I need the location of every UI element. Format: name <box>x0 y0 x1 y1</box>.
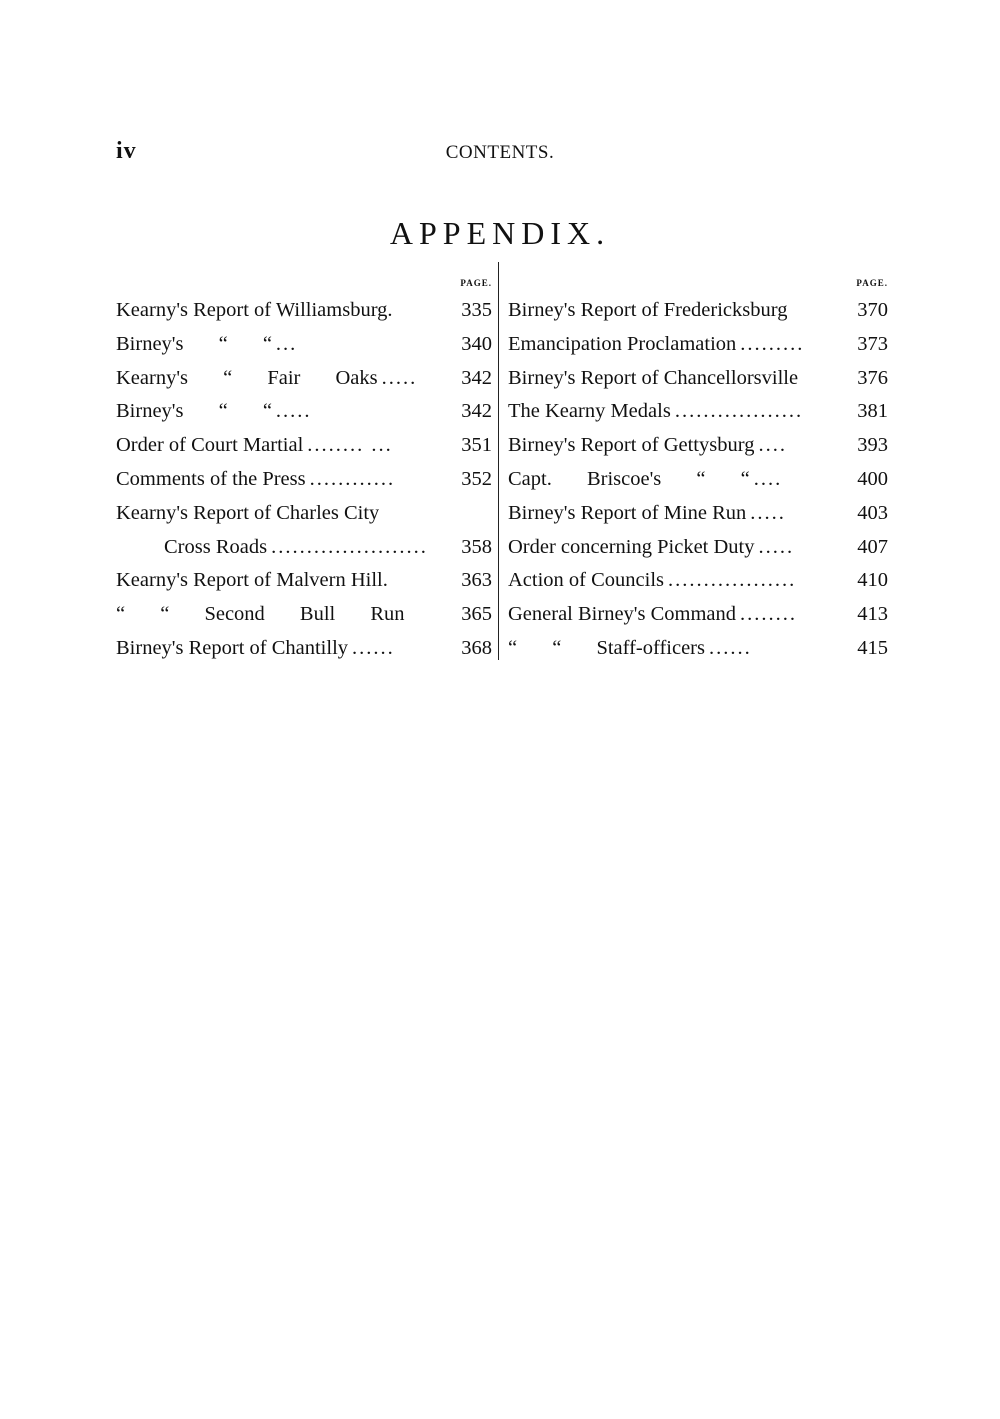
toc-entry-title: Birney's Report of Mine Run <box>508 501 747 524</box>
toc-entry-page: 342 <box>461 366 492 389</box>
toc-entry-title: Kearny's Report of Williamsburg. <box>116 299 393 321</box>
toc-entry-page: 400 <box>857 467 888 490</box>
toc-leader-dots: .... <box>753 467 783 490</box>
toc-entry-page: 340 <box>461 332 492 355</box>
page-column-heading: PAGE. <box>856 278 888 288</box>
toc-entry <box>508 497 888 531</box>
toc-entry-page: 368 <box>461 636 492 659</box>
toc-leader-dots: ......... <box>740 332 805 355</box>
toc-entry <box>116 429 492 463</box>
toc-entry-title: Emancipation Proclamation <box>508 332 737 355</box>
toc-entry-page: 413 <box>857 603 888 626</box>
toc-entry-title: Birney's Report of Gettysburg <box>508 434 755 457</box>
toc-entry <box>508 564 888 598</box>
toc-entry-title: Birney's “ “ <box>116 400 272 423</box>
toc-entry-page: 373 <box>857 332 888 355</box>
toc-leader-dots: ........ <box>740 603 798 626</box>
toc-entry-title: Birney's Report of Chancellorsville <box>508 366 799 389</box>
left-entry-list <box>116 294 492 666</box>
section-title: APPENDIX. <box>389 215 611 251</box>
toc-entry-page: 365 <box>461 603 492 626</box>
toc-leader-dots: ..... <box>275 400 312 423</box>
toc-entry <box>116 395 492 429</box>
toc-entry <box>508 463 888 497</box>
toc-entry-title: Order of Court Martial <box>116 434 304 457</box>
toc-entry <box>508 632 888 666</box>
toc-entry-page: 358 <box>461 535 492 558</box>
toc-entry-page: 335 <box>461 299 492 321</box>
toc-entry <box>508 294 888 328</box>
toc-entry-title: Birney's Report of Chantilly <box>116 636 349 659</box>
toc-leader-dots: .... <box>758 434 787 457</box>
toc-leader-dots: ...... <box>352 636 395 659</box>
toc-entry <box>508 531 888 565</box>
right-column <box>508 272 888 666</box>
toc-entry-page: 363 <box>461 569 492 592</box>
toc-leader-dots: ............ <box>309 467 396 490</box>
toc-entry <box>508 598 888 632</box>
toc-entry <box>116 564 492 598</box>
left-column <box>116 272 492 666</box>
toc-entry-title: Action of Councils <box>508 569 665 592</box>
toc-entry-title: Cross Roads <box>164 535 268 558</box>
toc-entry <box>508 328 888 362</box>
toc-entry <box>116 497 492 531</box>
toc-entry <box>116 294 492 328</box>
toc-entry-title: “ “ Staff-officers <box>508 636 705 659</box>
toc-leader-dots: ...................... <box>271 535 428 558</box>
toc-entry <box>116 632 492 666</box>
toc-leader-dots: ........ ... <box>307 434 393 457</box>
toc-leader-dots: ... <box>275 332 298 355</box>
toc-leader-dots: .................. <box>674 400 804 423</box>
toc-entry-page: 393 <box>857 434 888 457</box>
page-column-heading: PAGE. <box>460 278 492 288</box>
toc-entry-title: General Birney's Command <box>508 603 737 626</box>
toc-entry <box>116 362 492 396</box>
toc-leader-dots: ..... <box>758 535 795 558</box>
toc-entry-page: 376 <box>857 366 888 389</box>
toc-entry <box>508 395 888 429</box>
toc-entry <box>116 531 492 565</box>
toc-entry <box>116 598 492 632</box>
toc-leader-dots: ..... <box>750 501 786 524</box>
toc-entry-page: 407 <box>857 535 888 558</box>
toc-leader-dots: ..... <box>381 366 418 389</box>
toc-entry-page: 370 <box>857 299 888 321</box>
toc-entry-title: Order concerning Picket Duty <box>508 535 755 558</box>
toc-entry-page: 410 <box>857 569 888 592</box>
column-divider <box>498 262 499 660</box>
toc-entry <box>116 328 492 362</box>
toc-entry-page: 352 <box>461 467 492 490</box>
toc-entry-title: The Kearny Medals <box>508 400 671 423</box>
toc-entry-title: Comments of the Press <box>116 467 306 490</box>
toc-entry <box>508 362 888 396</box>
toc-entry <box>116 463 492 497</box>
toc-entry-page: 351 <box>461 434 492 457</box>
running-head: CONTENTS. <box>445 142 555 163</box>
toc-entry-page: 415 <box>857 636 888 659</box>
toc-leader-dots: .................. <box>668 569 797 592</box>
toc-entry-page: 381 <box>857 400 888 423</box>
toc-entry-title: Birney's Report of Fredericksburg <box>508 299 788 321</box>
toc-entry-title: Kearny's “ Fair Oaks <box>116 366 378 389</box>
page-number: iv <box>116 138 137 164</box>
toc-entry-page: 403 <box>857 501 888 524</box>
right-entry-list <box>508 294 888 666</box>
toc-leader-dots: ...... <box>708 636 752 659</box>
toc-entry-title: Kearny's Report of Malvern Hill. <box>116 569 388 592</box>
toc-entry-title: Kearny's Report of Charles City <box>116 501 380 524</box>
toc-entry <box>508 429 888 463</box>
toc-entry-title: Birney's “ “ <box>116 332 272 355</box>
toc-entry-page: 342 <box>461 400 492 423</box>
toc-entry-title: Capt. Briscoe's “ “ <box>508 467 750 490</box>
toc-entry-title: “ “ Second Bull Run <box>116 603 405 626</box>
